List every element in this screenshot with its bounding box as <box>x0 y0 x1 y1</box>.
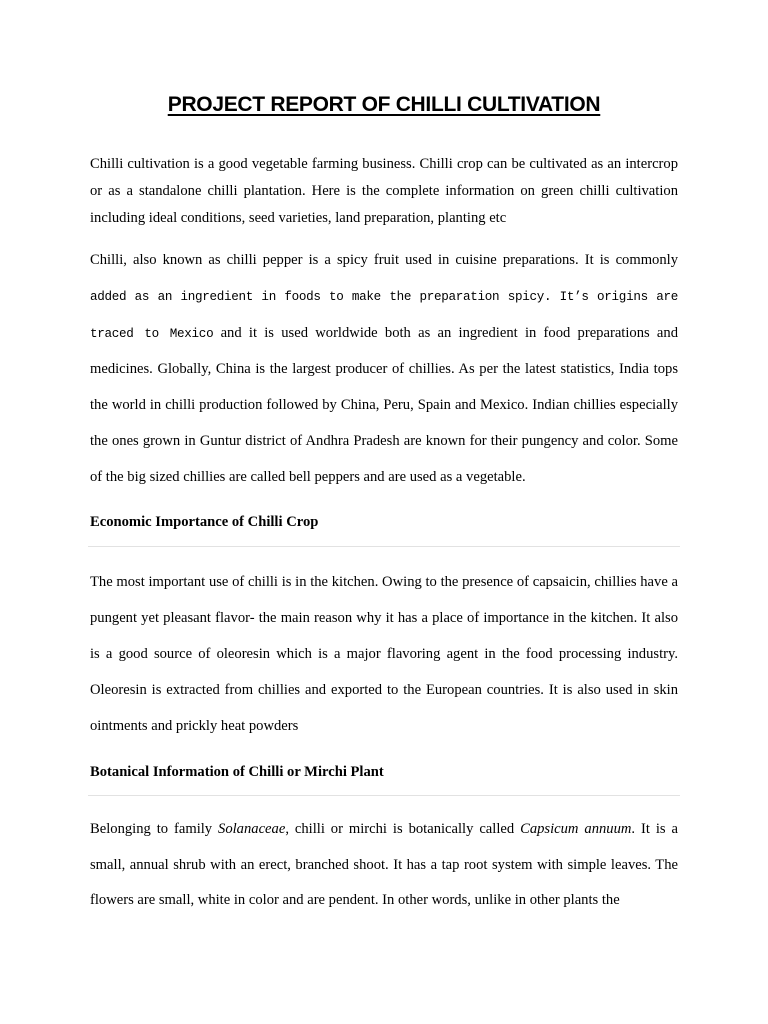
botanical-part1: Belonging to family <box>90 821 219 837</box>
section-divider <box>88 795 680 796</box>
intro-paragraph: Chilli cultivation is a good vegetable farming business. Chilli crop can be cultivated as an intercrop or as a standalone chilli plantation. Here is the complete information on green chilli cultivation including ideal conditions, seed varieties, land preparation, planting etc <box>90 156 678 226</box>
botanical-information-paragraph <box>90 812 678 919</box>
chilli-description-part2: added as an ingredient in foods to make the preparation spicy. It’s origins are traced to Mexico <box>90 289 678 341</box>
botanical-information-heading: Botanical Information of Chilli or Mirchi Plant <box>90 764 384 780</box>
document-title <box>0 93 768 117</box>
species-name: Capsicum annuum <box>520 821 632 837</box>
economic-importance-heading: Economic Importance of Chilli Crop <box>90 514 319 530</box>
botanical-part3: . It is a small, annual shrub with an erect, branched shoot. It has a tap root system with simple leaves. The flowers are small, white in color and are pendent. In other words, unlike in other plants the <box>90 821 678 908</box>
chilli-description-paragraph <box>90 243 678 496</box>
chilli-description-part1: Chilli, also known as chilli pepper is a spicy fruit used in cuisine preparations. It is commonly <box>90 252 678 268</box>
family-name: Solanaceae <box>218 821 286 837</box>
section-divider <box>88 546 680 547</box>
chilli-description-part3: and it is used worldwide both as an ingredient in food preparations and medicines. Globally, China is the largest producer of chillies. As per the latest statistics, India tops the world in chilli production followed by China, Peru, Spain and Mexico. Indian chillies especially the ones grown in Guntur district of Andhra Pradesh are known for their pungency and color. Some of the big sized chillies are called bell peppers and are used as a vegetable. <box>90 324 678 485</box>
economic-importance-paragraph: The most important use of chilli is in the kitchen. Owing to the presence of capsaicin, chillies have a pungent yet pleasant flavor- the main reason why it has a place of importance in the kitchen. It also is a good source of oleoresin which is a major flavoring agent in the food processing industry. Oleoresin is extracted from chillies and exported to the European countries. It is also used in skin ointments and prickly heat powders <box>90 574 678 734</box>
botanical-part2: , chilli or mirchi is botanically called <box>285 821 521 837</box>
document-title-text: PROJECT REPORT OF CHILLI CULTIVATION <box>167 93 601 116</box>
